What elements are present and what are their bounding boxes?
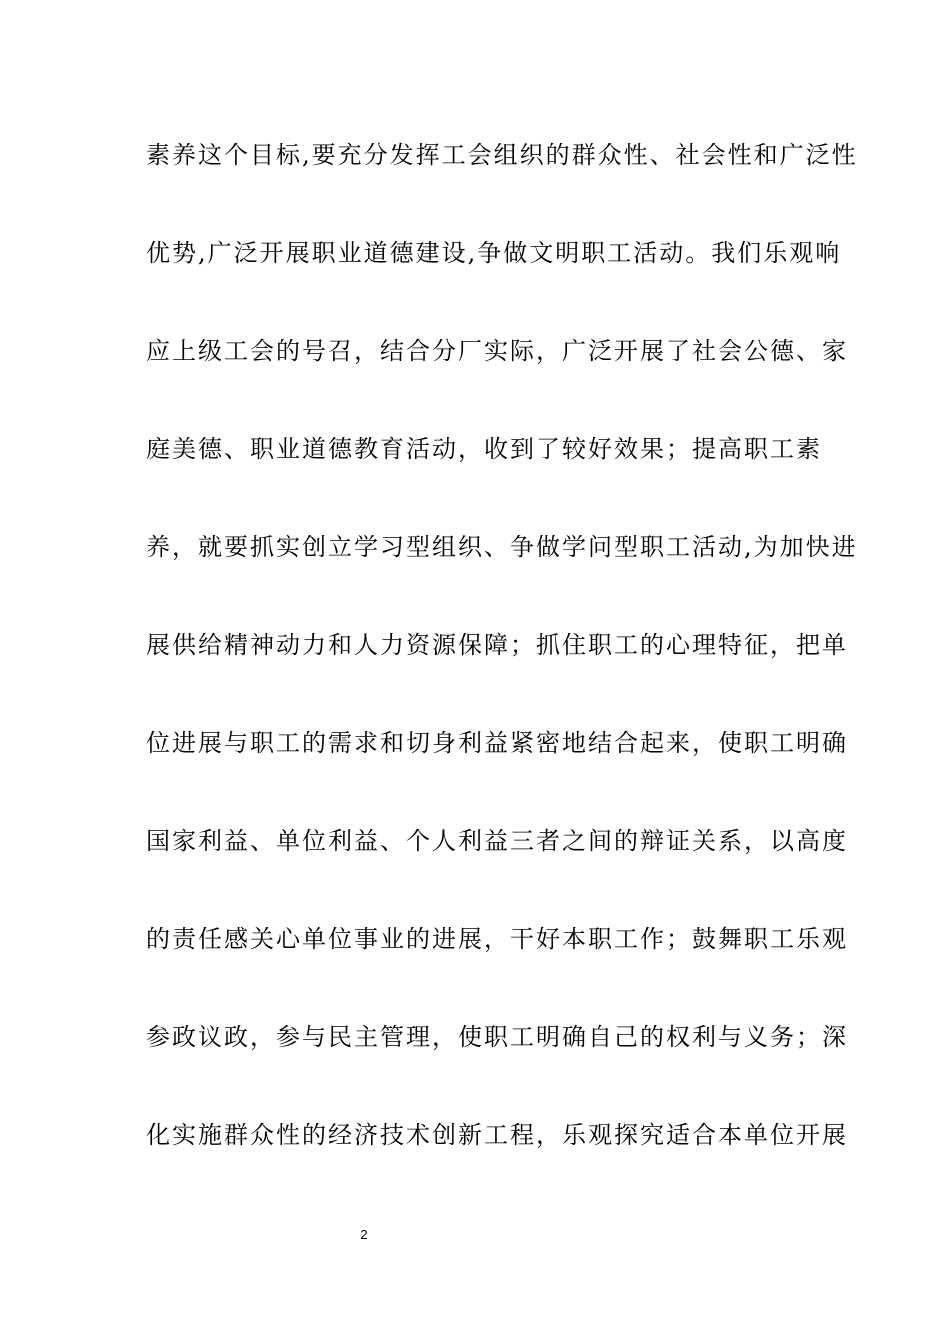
text-line: 化实施群众性的经济技术创新工程，乐观探究适合本单位开展 (146, 1121, 848, 1149)
text-line: 优势,广泛开展职业道德建设,争做文明职工活动。我们乐观响 (146, 239, 842, 267)
text-line: 素养这个目标,要充分发挥工会组织的群众性、社会性和广泛性 (146, 141, 858, 169)
text-line: 的责任感关心单位事业的进展，干好本职工作；鼓舞职工乐观 (146, 925, 848, 953)
body-text (146, 137, 858, 1215)
text-line: 养，就要抓实创立学习型组织、争做学问型职工活动,为加快进 (146, 533, 858, 561)
page-number: 2 (360, 1227, 368, 1242)
text-line: 位进展与职工的需求和切身利益紧密地结合起来，使职工明确 (146, 729, 848, 757)
text-line: 展供给精神动力和人力资源保障；抓住职工的心理特征，把单 (146, 631, 848, 659)
text-line: 庭美德、职业道德教育活动，收到了较好效果；提高职工素 (146, 435, 822, 463)
text-line: 参政议政，参与民主管理，使职工明确自己的权利与义务；深 (146, 1023, 848, 1051)
text-line: 应上级工会的号召，结合分厂实际，广泛开展了社会公德、家 (146, 337, 848, 365)
text-line: 国家利益、单位利益、个人利益三者之间的辩证关系，以高度 (146, 827, 848, 855)
